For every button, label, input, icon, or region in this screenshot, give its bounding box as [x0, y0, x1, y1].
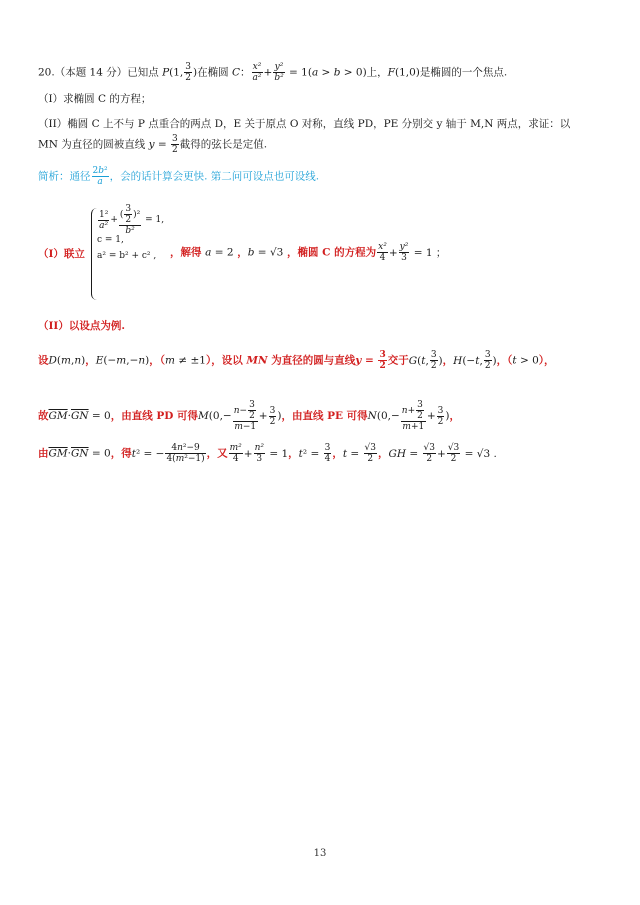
problem-part2-line1: （II）椭圆 C 上不与 P 点重合的两点 D，E 关于原点 O 对称，直线 PD，PE 分别交 y 轴于 M,N 两点，求证：以 [38, 118, 571, 130]
problem-part2-line2: MN 为直径的圆被直线 y = $\frac{3}{2}$ 截得的弦长是定值. [38, 134, 268, 155]
equation-system [97, 204, 165, 264]
solution2-line3: 由$\overline{GM}\cdot\overline{GN} = 0$，得t² = − $\frac{\text{4n²−9}}{\text{4(m²−1)}}$ ，又 $\frac{\text{m²}}{4}$ + $\frac{\text{n²}}{3}$ = 1，t² = $\frac{3}{4}$ ，t = $\frac{√3}{2}$ ，GH = $\frac{√3}{2}$ + $\frac{√3}{2}$ = √3 . [38, 443, 497, 464]
solution1-result: ，解得 a = 2 ，b = √3 ，椭圆 C 的方程为 $\frac{\text{x²}}{4}$ + $\frac{\text{y²}}{3}$ = 1 ； [170, 242, 447, 263]
hint-line: 简析：通径 $\frac{\text{2b²}}{a}$ ，会的话计算会更快. 第二问可设点也可设线. [38, 166, 320, 187]
solution2-line1: 设D(m,n)，E(−m,−n)，（m ≠ ±1），设以 MN 为直径的圆与直线y = $\frac{3}{2}$ 交于G(t, $\frac{3}{2}$ )，H(−t, $\frac{3}{2}$ )，（t > 0）， [38, 350, 555, 371]
problem-stem: 20.（本题 14 分）已知点 P(1, $\frac{3}{2}$ )在椭圆 C： $\frac{\text{x²}}{\text{a²}}$ + $\frac{\text{y²}}{\text{b²}}$ = 1(a > b > 0)上，F(1,0)是椭圆的一个焦点. [38, 62, 508, 83]
system-row-1: $\frac{\text{1²}}{\text{a²}}$ + ( $\frac{3}{2}$ )² b² = 1, [99, 204, 165, 236]
solution2-line2: 故$\overline{GM}\cdot\overline{GN} = 0$，由直线 PD 可得M(0,− n− $\frac{3}{2}$ m−1 + $\frac{3}{2}$ )，由直线 PE 可得N(0,− n+ $\frac{3}{2}$ m+1 + $\frac{3}{2}$ )， [38, 400, 461, 432]
page-number: 13 [313, 848, 327, 859]
solution1-label: （I）联立 [38, 248, 85, 260]
problem-part1: （I）求椭圆 C 的方程； [38, 93, 152, 105]
system-row-2: c = 1, [97, 235, 124, 245]
system-row-3: a² = b² + c² , [97, 251, 157, 261]
solution2-label: （II）以设点为例. [38, 320, 125, 332]
